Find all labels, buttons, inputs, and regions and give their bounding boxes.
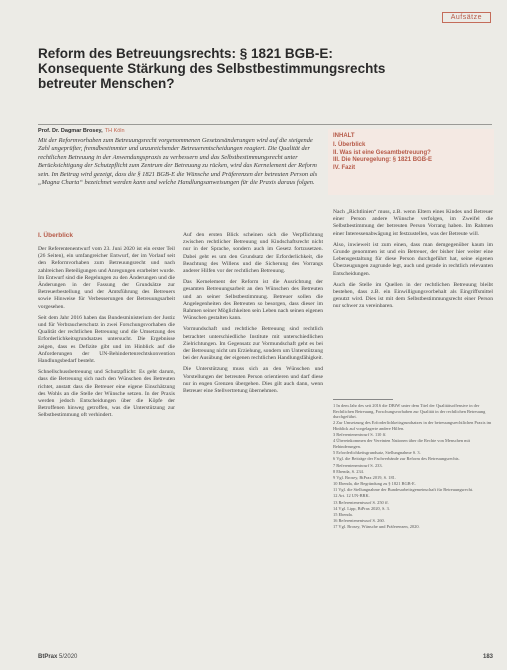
body-column-1 bbox=[38, 246, 175, 424]
page-number: 183 bbox=[482, 654, 493, 660]
journal-name: BtPrax bbox=[38, 654, 58, 660]
toc-item: II. Was ist eine Gesamtbetreuung? bbox=[333, 149, 431, 156]
paragraph: Schnellschussbetreuung und Schutzpflicht: Es geht darum, dass die Betreuung sich nach den Wünschen des Betreuten richtet, anstatt dass die Betreuer eine eigene Einschätzung des Wohls an die Stelle der Wünsche setzen. In der Praxis werden jedoch Entscheidungen über die Köpfe der Betroffenen hinweg getroffen, was die Unterstützung zur Selbstbestimmung oft verhindert. bbox=[38, 369, 175, 419]
title-line-2: Konsequente Stärkung des Selbstbestimmungsrechts bbox=[38, 61, 386, 76]
paragraph: Nach „Richtlinien“ muss, z.B. wenn Eltern eines Kindes und Betreuer einer Person andere Wünsche verfolgen, im Zweifel die Selbstbestimmung der betreuten Person Vorrang haben. Im Rahmen einer Interessenabwägung ist festzustellen, was der Betreute will. bbox=[333, 209, 493, 237]
toc-item: IV. Fazit bbox=[333, 164, 356, 171]
footnotes bbox=[333, 403, 493, 531]
footnote: 13 Referentenentwurf S. 250 ff. bbox=[333, 499, 389, 505]
title-line-1: Reform des Betreuungsrechts: § 1821 BGB-E: bbox=[38, 46, 333, 61]
footnote: 11 Vgl. die Stellungnahme der Bundesarbeitsgemeinschaft für Betreuungsrecht. bbox=[333, 487, 474, 493]
footnote: 8 Ebenda, S. 234. bbox=[333, 468, 364, 474]
footnote: 14 Vgl. Lipp, BtPrax 2020, S. 3. bbox=[333, 505, 390, 511]
paragraph: Also, inwieweit ist zum einen, dass man demgegenüber kaum im Grunde genommen ist und ein Betreuer, der bisher hier weiter eine Lebensgestaltung für diese Person durchgeführt hat, seine eigenen Überzeugungen zugrunde legt, auch und gerade in rechtlich relevanten Entscheidungen. bbox=[333, 241, 493, 277]
toc-heading: INHALT bbox=[333, 133, 355, 139]
footnote: 4 Übereinkommen der Vereinten Nationen über die Rechte von Menschen mit Behinderungen. bbox=[333, 438, 470, 449]
toc-list bbox=[333, 142, 483, 172]
toc-item: I. Überblick bbox=[333, 142, 366, 148]
article-title bbox=[38, 46, 438, 91]
footnote: 16 Referentenentwurf S. 260. bbox=[333, 518, 385, 524]
paragraph: Auf den ersten Blick scheinen sich die Verpflichtung zwischen rechtlicher Betreuung und Kindschaftsrecht nicht nur in der Sprache, sondern auch im Gesetz fortzusetzen. Dabei geht es um den Grundsatz der Erforderlichkeit, die Beachtung des Willens und die Sicherung des Vorrangs anderer Hilfen vor der rechtlichen Betreuung. bbox=[183, 232, 323, 275]
footnote: 17 Vgl. Brosey, Wünsche und Präferenzen, 2020. bbox=[333, 524, 420, 530]
author-affiliation: TH Köln bbox=[104, 128, 125, 134]
author-name: Prof. Dr. Dagmar Brosey, bbox=[38, 128, 103, 134]
author-line bbox=[38, 128, 125, 134]
body-column-3 bbox=[333, 209, 493, 315]
footnote: 12 Art. 12 UN-BRK. bbox=[333, 493, 370, 499]
paragraph: Die Unterstützung muss sich an den Wünschen und Vorstellungen der betreuten Person orientieren und darf diese nur in engen Grenzen übergehen. Dies gilt auch dann, wenn Betreuer eine Stellvertretung übernehmen. bbox=[183, 366, 323, 395]
footer-journal bbox=[38, 654, 77, 660]
section-rubric: Aufsätze bbox=[442, 12, 491, 23]
title-rule bbox=[38, 124, 492, 125]
footnote: 5 Erforderlichkeitsgrundsatz, Stellungnahme S. 3. bbox=[333, 450, 421, 456]
paragraph: Seit dem Jahr 2016 haben das Bundesministerium der Justiz und für Verbraucherschutz in zwei Forschungsvorhaben die Qualität der rechtlichen Betreuung und die Umsetzung des Erforderlichkeitsgrundsatzes untersucht. Die Ergebnisse zeigen, dass es Defizite gibt und im Hinblick auf die Anforderungen der UN-Behindertenrechtskonvention Handlungsbedarf besteht. bbox=[38, 314, 175, 365]
footnote: 1 In dem Jahr des seit 2016 die DBfW unter dem Titel der Qualitätsoffensive in der Rechtlichen Betreuung, Forschungsvorhaben zur Qualität in der rechtlichen Betreuung durchgeführt. bbox=[333, 403, 486, 420]
footnote: 15 Ebenda. bbox=[333, 512, 353, 517]
toc-item: III. Die Neuregelung: § 1821 BGB-E bbox=[333, 157, 433, 164]
paragraph: Auch die Stelle im Quellen in der rechtlichen Betreuung bleibt bestehen, dass z.B. ein Einwilligungsvorbehalt als Eingriffsmittel genutzt wird. Dies ist mit dem Selbstbestimmungsrecht einer Person nur schwer zu vereinbaren. bbox=[333, 281, 493, 310]
footnote: 10 Ebenda, die Begründung zu § 1821 BGB-E. bbox=[333, 481, 416, 487]
paragraph: Das Kernelement der Reform ist die Ausrichtung der gesamten Betreuungsarbeit an den Wünschen des Betreuten und an seiner Selbstbestimmung. Betreuer sollen die Angelegenheiten des Betreuten so besorgen, dass dieser im Rahmen seiner Möglichkeiten sein Leben nach seinen eigenen Wünschen gestalten kann. bbox=[183, 279, 323, 322]
title-line-3: betreuter Menschen? bbox=[38, 76, 175, 91]
footnote: 3 Referentenentwurf S. 110 ff. bbox=[333, 432, 387, 438]
footnote: 9 Vgl. Brosey, BtPrax 2019, S. 181. bbox=[333, 474, 396, 480]
journal-issue: 5/2020 bbox=[59, 654, 78, 660]
body-column-2 bbox=[183, 232, 323, 399]
footnote-rule bbox=[333, 399, 393, 400]
article-lead: Mit der Reformvorhaben zum Betreuungsrecht vorgenommenen Gesetzesänderungen wird auf die steigende Zahl ungeprüfter, fremdbestimmter und unzureichender Betreuerentscheidungen reagiert. Die Qualität der rechtlichen Betreuung in der Anwendungspraxis zu verbessern und das Selbstbestimmungsrecht unter Berücksichtigung der Schutzpflicht zum Zentrum der Betreuung zu rücken, wird das Kernelement der Reform sein. Im Beitrag wird gezeigt, dass die § 1821 BGB-E die Wünsche und Präferenzen der betreuten Person als „Magna Charta“ bezeichnet werden kann und welche Handlungsanweisungen für die Praxis daraus folgen. bbox=[38, 137, 318, 187]
paragraph: Vormundschaft und rechtliche Betreuung sind rechtlich betrachtet unterschiedliche Institute mit unterschiedlichen Zielrichtungen. Im Gegensatz zur Vormundschaft geht es bei der Betreuung nicht um Erziehung, sondern um Unterstützung bei der Ausübung der eigenen rechtlichen Handlungsfähigkeit. bbox=[183, 326, 323, 362]
footnote: 7 Referentenentwurf S. 233. bbox=[333, 462, 383, 468]
section-heading-overview: I. Überblick bbox=[38, 232, 74, 239]
paragraph: Der Referentenentwurf vom 23. Juni 2020 ist ein erster Teil (26 Seiten), ein umfangreicher Entwurf, der im Vorlauf seit den Reformvorhaben zum Betreuungsrecht und nach zahlreichen Beteiligungen und Anregungen erarbeitet wurde. Im Entwurf sind die Regelungen zu den Änderungen und die Änderungen in der Fassung der Grundsätze zur Betreuerbestellung und der Amtsführung des Betreuers sowie Hinweise für Verbesserungen der Betreuungsarbeit vorgesehen. bbox=[38, 246, 175, 310]
footnote: 2 Zur Umsetzung des Erforderlichkeitsgrundsatzes in der betreuungsrechtlichen Praxis im Hinblick auf vorgelagerte andere Hilfen. bbox=[333, 420, 492, 431]
footnote: 6 Vgl. die Beiträge der Fachverbände zur Reform des Betreuungsrechts. bbox=[333, 456, 460, 462]
